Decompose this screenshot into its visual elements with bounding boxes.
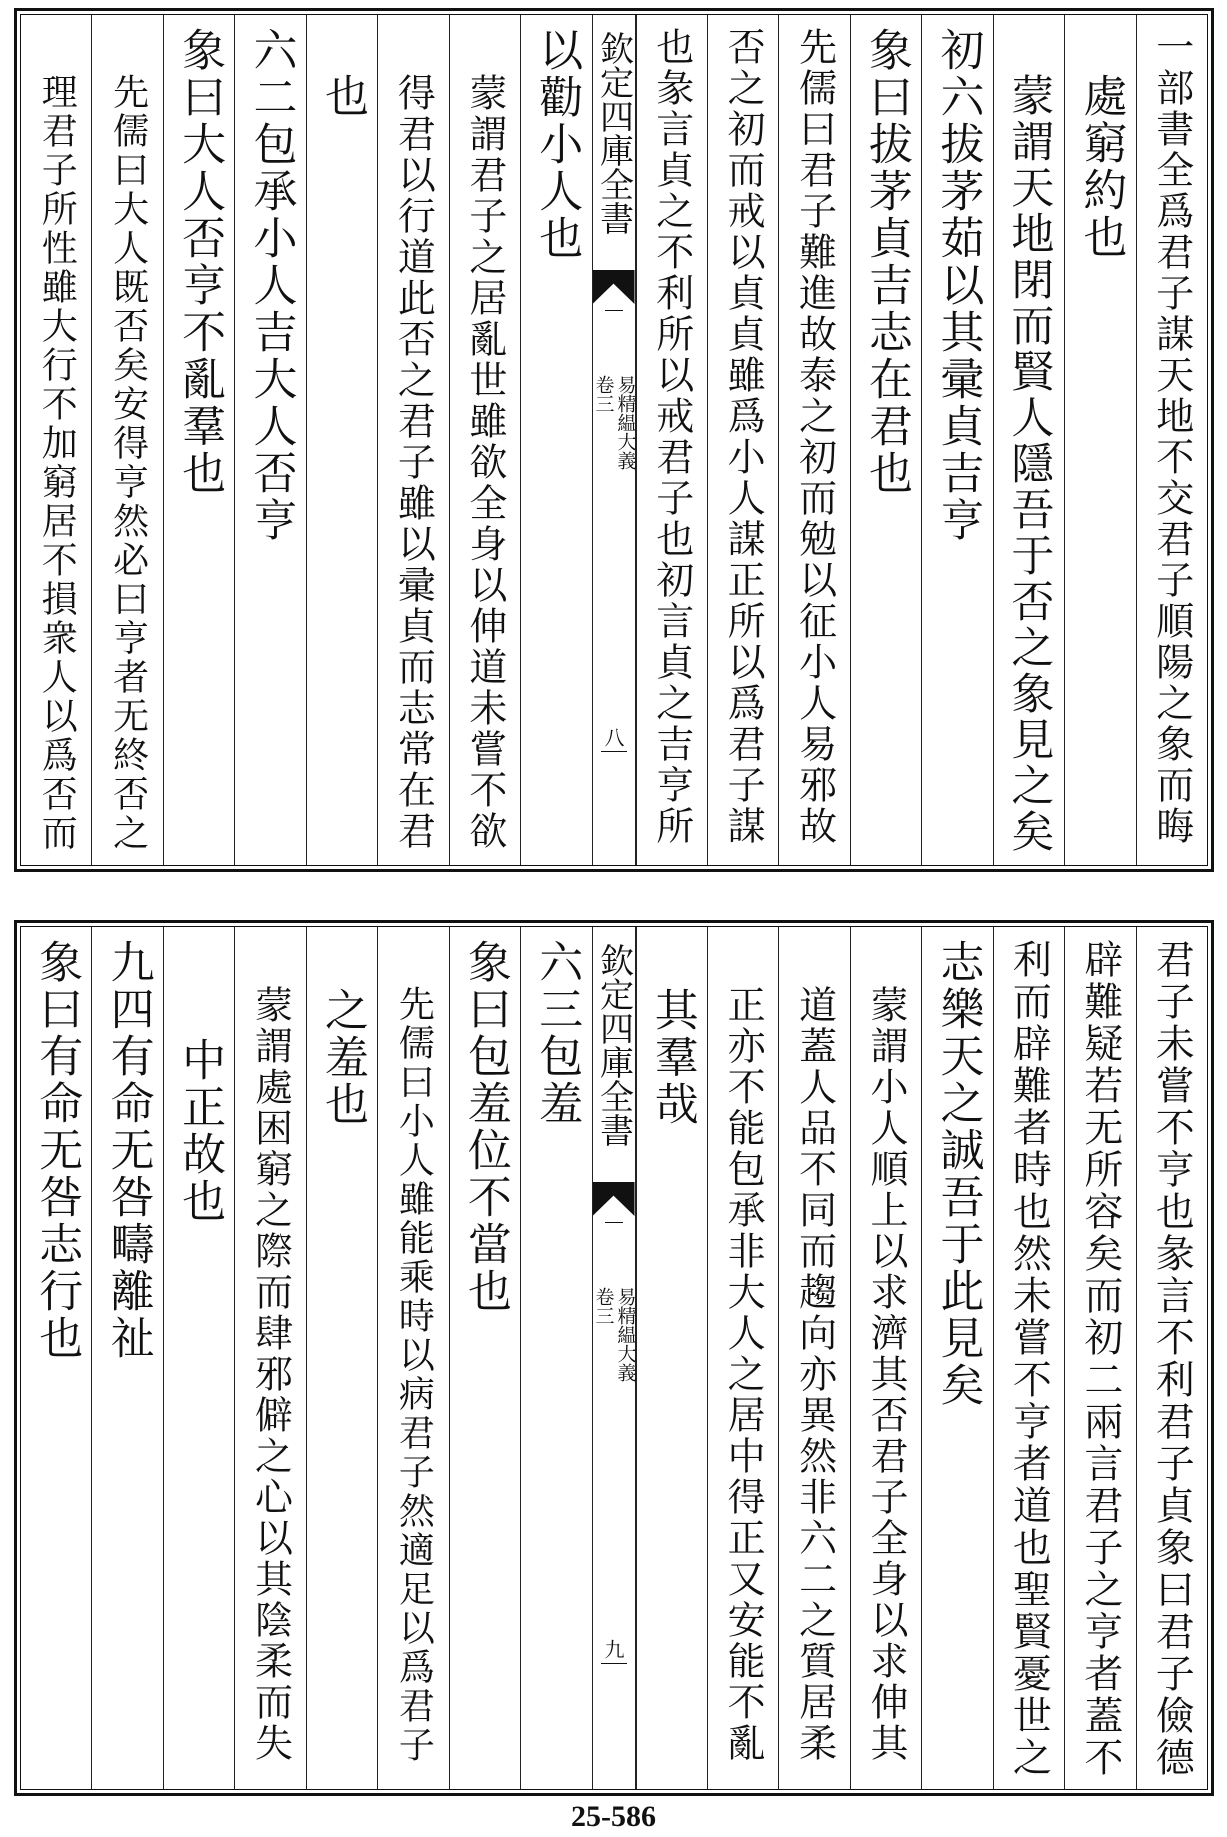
center-margin (592, 927, 636, 1789)
lower-columns (21, 927, 1207, 1789)
left-column-8 (21, 15, 91, 865)
leaf-number: 九 (601, 1639, 625, 1659)
right-column-7 (707, 15, 778, 865)
right-column-8 (636, 15, 707, 865)
column-text: 中正故也 (174, 1037, 226, 1225)
left-column-1 (520, 15, 591, 865)
column-text: 象曰有命无咎志行也 (31, 939, 83, 1362)
column-text: 六二包承小人吉大人否亨 (245, 27, 297, 544)
right-column-3 (993, 927, 1064, 1789)
column-text: 正亦不能包承非大人之居中得正又安能不亂 (721, 985, 766, 1764)
right-column-2 (1064, 927, 1135, 1789)
column-text: 否之初而戒以貞貞雖爲小人謀正所以爲君子謀 (721, 27, 766, 847)
left-column-5 (234, 15, 305, 865)
column-text: 辟難疑若无所容矣而初二兩言君子之亨者蓋不 (1077, 939, 1123, 1779)
column-text: 理君子所性雖大行不加窮居不損衆人以爲否而 (36, 73, 78, 853)
fishtail-rule (605, 310, 623, 311)
left-column-6 (163, 15, 234, 865)
leaf-rule (601, 1663, 627, 1664)
right-column-5 (850, 927, 921, 1789)
column-text: 初六拔茅茹以其彚貞吉亨 (932, 27, 984, 544)
upper-columns (21, 15, 1207, 865)
column-text: 之羞也 (316, 987, 368, 1128)
right-column-3 (993, 15, 1064, 865)
left-column-4 (306, 15, 377, 865)
page-number-footer: 25-586 (571, 1800, 656, 1833)
column-text: 道蓋人品不同而趨向亦異然非六二之質居柔 (792, 985, 837, 1764)
right-column-7 (707, 927, 778, 1789)
collection-title: 欽定四庫全書 (593, 943, 634, 1147)
lower-page (14, 920, 1214, 1796)
column-text: 先儒曰小人雖能乘時以病君子然適足以爲君子 (393, 985, 435, 1765)
leaf-rule (601, 751, 627, 752)
left-column-3 (377, 927, 448, 1789)
center-margin (592, 15, 636, 865)
column-text: 象曰包羞位不當也 (459, 939, 511, 1315)
left-column-7 (91, 927, 162, 1789)
column-text: 利而辟難者時也然未嘗不亨者道也聖賢憂世之 (1006, 939, 1052, 1779)
left-column-2 (449, 15, 520, 865)
left-column-2 (449, 927, 520, 1789)
leaf-number: 八 (601, 727, 625, 747)
column-text: 蒙謂處困窮之際而肆邪僻之心以其陰柔而失 (248, 985, 293, 1764)
collection-title: 欽定四庫全書 (593, 31, 634, 235)
left-column-6 (163, 927, 234, 1789)
column-text: 也彖言貞之不利所以戒君子也初言貞之吉亨所 (649, 27, 694, 847)
fishtail-mark (593, 1182, 635, 1216)
column-text: 象曰拔茅貞吉志在君也 (861, 27, 913, 497)
column-text: 處窮約也 (1075, 73, 1127, 261)
column-text: 蒙謂小人順上以求濟其否君子全身以求伸其 (864, 985, 909, 1764)
left-column-3 (377, 15, 448, 865)
column-text: 先儒曰君子難進故泰之初而勉以征小人易邪故 (792, 27, 837, 847)
volume-label: 卷三 (592, 1287, 615, 1325)
volume-label: 卷三 (592, 375, 615, 413)
column-text: 一部書全爲君子謀天地不交君子順陽之象而晦 (1149, 27, 1194, 847)
column-text: 君子未嘗不亨也彖言不利君子貞象曰君子儉德 (1149, 939, 1195, 1779)
right-column-1 (1136, 927, 1207, 1789)
left-column-8 (21, 927, 91, 1789)
upper-page (14, 8, 1214, 872)
left-column-4 (306, 927, 377, 1789)
column-text: 象曰大人否亨不亂羣也 (174, 27, 226, 497)
left-column-1 (520, 927, 591, 1789)
fishtail-rule (605, 1222, 623, 1223)
column-text: 得君以行道此否之君子雖以彚貞而志常在君 (391, 73, 436, 852)
book-title: 易精緼大義 (614, 1287, 637, 1382)
right-column-4 (921, 15, 992, 865)
column-text: 也 (316, 73, 368, 120)
left-column-5 (234, 927, 305, 1789)
column-text: 以勸小人也 (531, 27, 583, 262)
right-column-5 (850, 15, 921, 865)
right-column-4 (921, 927, 992, 1789)
book-title: 易精緼大義 (614, 375, 637, 470)
right-column-6 (778, 15, 849, 865)
fishtail-mark (593, 270, 635, 304)
column-text: 九四有命无咎疇離祉 (102, 939, 154, 1362)
column-text: 蒙謂君子之居亂世雖欲全身以伸道未嘗不欲 (462, 73, 507, 852)
column-text: 先儒曰大人既否矣安得亨然必曰亨者无終否之 (107, 73, 149, 853)
right-column-8 (636, 927, 707, 1789)
right-column-1 (1136, 15, 1207, 865)
column-text: 六三包羞 (531, 939, 583, 1127)
column-text: 志樂天之誠吾于此見矣 (932, 939, 984, 1409)
left-column-7 (91, 15, 162, 865)
right-column-2 (1064, 15, 1135, 865)
book-title-block (593, 375, 635, 470)
book-title-block (593, 1287, 635, 1382)
column-text: 其羣哉 (646, 987, 698, 1128)
right-column-6 (778, 927, 849, 1789)
column-text: 蒙謂天地閉而賢人隱吾于否之象見之矣 (1004, 73, 1055, 855)
